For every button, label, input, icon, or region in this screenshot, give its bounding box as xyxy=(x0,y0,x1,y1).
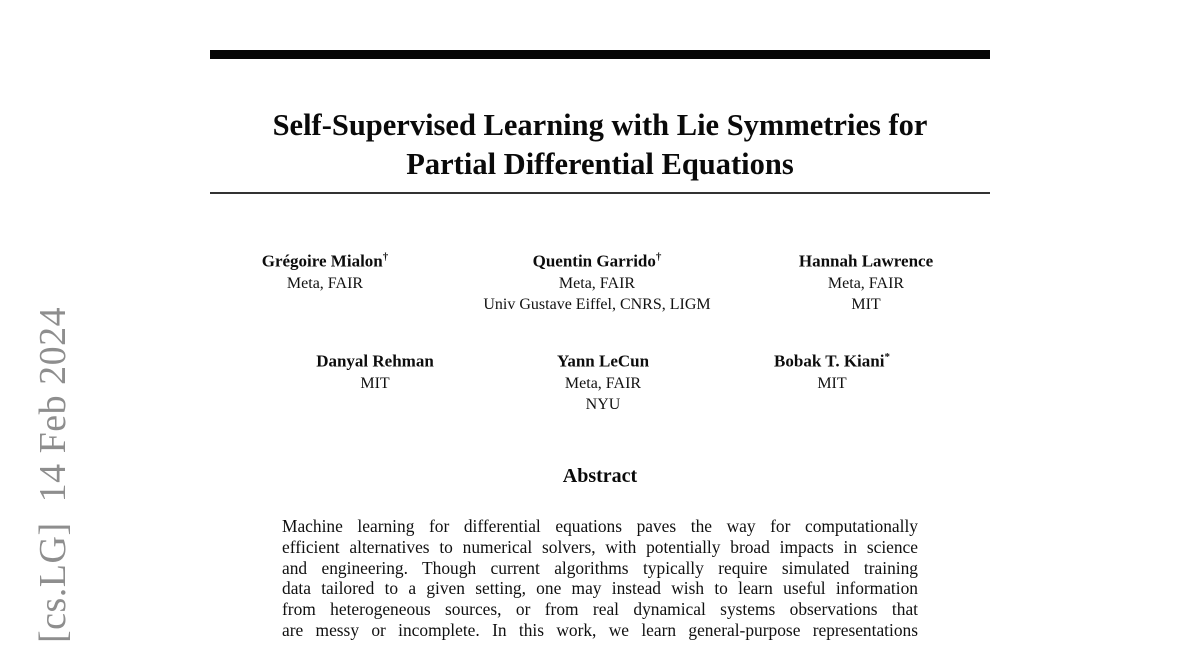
paper-title xyxy=(210,106,990,184)
author-name xyxy=(774,346,890,373)
author-name xyxy=(316,346,434,373)
author-affiliation: Meta, FAIR xyxy=(286,274,364,292)
top-rule xyxy=(210,50,990,59)
author-yann-lecun xyxy=(557,346,649,416)
author-affiliation: Univ Gustave Eiffel, CNRS, LIGM xyxy=(483,296,711,314)
abstract-line: efficient alternatives to numerical solvers, with potentially broad impacts in science xyxy=(282,536,918,557)
paper-title-line2: Partial Differential Equations xyxy=(406,147,794,182)
author-gregoire-mialon xyxy=(262,246,389,294)
author-name-text: Grégoire Mialon xyxy=(261,251,383,271)
arxiv-watermark: [cs.LG] 14 Feb 2024 xyxy=(32,306,74,643)
abstract-line: Machine learning for differential equations paves the way for computationally xyxy=(282,516,918,536)
author-name-text: Hannah Lawrence xyxy=(798,251,934,271)
abstract-heading: Abstract xyxy=(562,465,638,487)
author-name-text: Bobak T. Kiani xyxy=(774,351,885,371)
author-hannah-lawrence xyxy=(799,246,933,316)
author-affiliation: MIT xyxy=(817,374,847,392)
author-footnote-mark: † xyxy=(382,251,389,263)
author-affiliation: NYU xyxy=(585,396,621,414)
author-affiliation: Meta, FAIR xyxy=(564,374,642,392)
author-quentin-garrido xyxy=(483,246,710,316)
author-name-text: Quentin Garrido xyxy=(532,251,656,271)
author-name-text: Danyal Rehman xyxy=(316,351,434,371)
abstract-line: data tailored to a given setting, one may instead wish to learn useful information xyxy=(282,578,918,599)
author-name xyxy=(483,246,710,273)
author-danyal-rehman xyxy=(316,346,434,394)
author-affiliation: MIT xyxy=(360,374,390,392)
author-name xyxy=(262,246,389,273)
abstract-line: are messy or incomplete. In this work, we learn general-purpose representations xyxy=(282,619,918,640)
abstract-body xyxy=(282,516,918,641)
author-bobak-kiani xyxy=(774,346,890,394)
author-name-text: Yann LeCun xyxy=(556,351,650,371)
abstract-line: and engineering. Though current algorithms typically require simulated training xyxy=(282,557,918,578)
author-affiliation: Meta, FAIR xyxy=(827,274,905,292)
paper-title-line1: Self-Supervised Learning with Lie Symmetries for xyxy=(272,108,928,143)
author-footnote-mark: † xyxy=(655,251,662,263)
title-rule xyxy=(210,192,990,194)
author-name xyxy=(557,346,649,373)
author-affiliation: MIT xyxy=(851,296,881,314)
abstract-line: from heterogeneous sources, or from real dynamical systems observations that xyxy=(282,599,918,620)
author-footnote-mark: * xyxy=(884,351,890,363)
author-name xyxy=(799,246,933,273)
author-affiliation: Meta, FAIR xyxy=(558,274,636,292)
